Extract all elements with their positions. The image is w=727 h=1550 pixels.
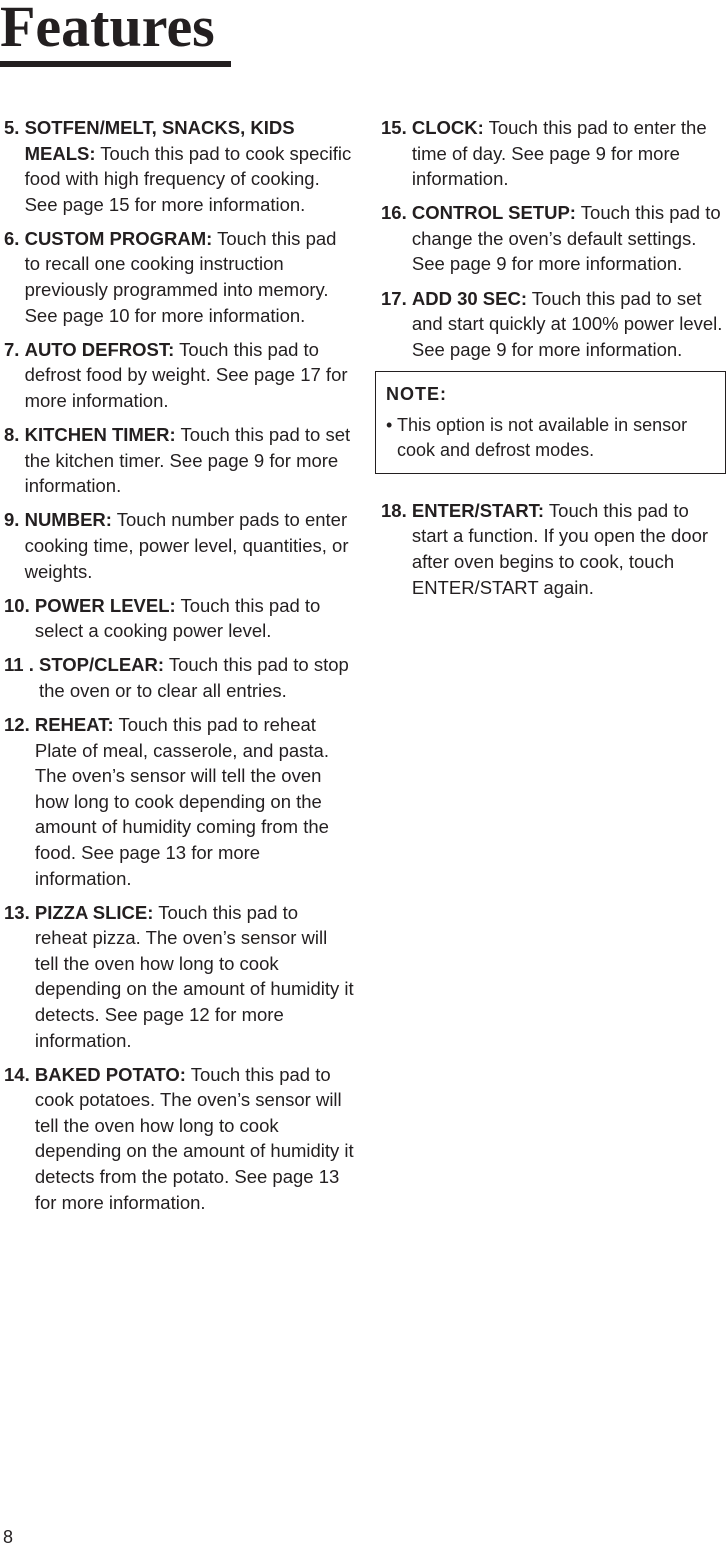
feature-item-7 bbox=[4, 337, 354, 414]
item-text: Touch this pad to enter the time of day. See page 9 for more information. bbox=[411, 117, 707, 190]
feature-item-18 bbox=[381, 498, 723, 600]
item-body bbox=[35, 1062, 354, 1216]
item-number: 17. bbox=[381, 287, 412, 309]
feature-item-14 bbox=[4, 1062, 354, 1216]
item-body bbox=[35, 593, 354, 644]
item-text: Touch this pad to start a function. If you open the door after oven begins to cook, touch ENTER/START again. bbox=[411, 499, 709, 598]
item-body bbox=[25, 226, 354, 328]
page-number: 8 bbox=[3, 1527, 14, 1547]
item-label: REHEAT: bbox=[34, 713, 114, 735]
feature-item-10 bbox=[4, 593, 354, 644]
item-number: 11 . bbox=[4, 654, 39, 676]
item-text: Touch this pad to recall one cooking instruction previously programmed into memory. See page 10 for more information. bbox=[24, 227, 337, 326]
item-body bbox=[412, 498, 723, 600]
item-label: ENTER/START: bbox=[411, 499, 545, 521]
item-label: CONTROL SETUP: bbox=[411, 202, 576, 224]
item-text: Touch this pad to set the kitchen timer. See page 9 for more information. bbox=[24, 424, 351, 497]
item-label: CLOCK: bbox=[411, 117, 484, 138]
item-number: 18. bbox=[381, 499, 412, 521]
item-body bbox=[25, 115, 354, 217]
item-number: 10. bbox=[4, 594, 35, 616]
note-title: NOTE: bbox=[386, 383, 447, 404]
item-text: Touch this pad to reheat Plate of meal, casserole, and pasta. The oven’s sensor will tell the oven how long to cook depending on the amount of humidity coming from the food. See page 13 for more information. bbox=[34, 713, 329, 889]
item-text: Touch this pad to defrost food by weight. See page 17 for more information. bbox=[24, 338, 348, 411]
item-number: 8. bbox=[4, 424, 25, 446]
feature-item-5 bbox=[4, 115, 354, 217]
item-body bbox=[35, 712, 354, 891]
item-label: PIZZA SLICE: bbox=[34, 901, 154, 923]
item-label: CUSTOM PROGRAM: bbox=[24, 227, 213, 249]
item-text: Touch this pad to change the oven’s default settings. See page 9 for more information. bbox=[411, 202, 721, 275]
item-number: 14. bbox=[4, 1063, 35, 1085]
left-column bbox=[4, 115, 354, 1224]
feature-item-12 bbox=[4, 712, 354, 891]
item-text: Touch this pad to cook specific food with high frequency of cooking. See page 15 for more information. bbox=[24, 142, 352, 215]
item-body bbox=[412, 286, 723, 363]
item-number: 12. bbox=[4, 713, 35, 735]
bullet-icon: • bbox=[386, 414, 393, 435]
feature-item-11 bbox=[4, 652, 354, 703]
right-column bbox=[381, 115, 723, 609]
feature-item-6 bbox=[4, 226, 354, 328]
item-text: Touch this pad to stop the oven or to clear all entries. bbox=[38, 654, 349, 701]
item-number: 7. bbox=[4, 338, 25, 360]
item-number: 13. bbox=[4, 901, 35, 923]
feature-item-8 bbox=[4, 422, 354, 499]
item-label: BAKED POTATO: bbox=[34, 1063, 186, 1085]
item-number: 16. bbox=[381, 202, 412, 224]
item-label: POWER LEVEL: bbox=[34, 594, 176, 616]
note-body: This option is not available in sensor cook and defrost modes. bbox=[397, 414, 688, 460]
item-body bbox=[25, 507, 354, 584]
item-text: Touch this pad to select a cooking power level. bbox=[34, 594, 321, 642]
item-body bbox=[25, 422, 354, 499]
item-body bbox=[412, 200, 723, 277]
item-body bbox=[412, 115, 723, 192]
item-text: Touch this pad to reheat pizza. The oven’s sensor will tell the oven how long to cook depending on the amount of humidity it detects. See page 12 for more information. bbox=[34, 901, 354, 1051]
item-number: 15. bbox=[381, 117, 412, 138]
title-underline bbox=[0, 61, 231, 67]
item-label: ADD 30 SEC: bbox=[411, 287, 527, 309]
item-number: 5. bbox=[4, 117, 25, 138]
feature-item-13 bbox=[4, 900, 354, 1054]
item-text: Touch number pads to enter cooking time, power level, quantities, or weights. bbox=[24, 509, 349, 582]
item-text: Touch this pad to cook potatoes. The oven’s sensor will tell the oven how long to cook depending on the amount of humidity it detects from the potato. See page 13 for more information. bbox=[34, 1063, 354, 1213]
feature-item-9 bbox=[4, 507, 354, 584]
item-label: STOP/CLEAR: bbox=[38, 654, 165, 676]
page-title: Features bbox=[0, 0, 215, 59]
feature-item-15 bbox=[381, 115, 723, 192]
item-label: SOTFEN/MELT, SNACKS, KIDS MEALS: bbox=[24, 117, 295, 164]
item-body bbox=[35, 900, 354, 1054]
feature-item-17 bbox=[381, 286, 723, 363]
note-text bbox=[386, 413, 717, 463]
item-label: NUMBER: bbox=[24, 509, 112, 531]
note-box bbox=[375, 371, 726, 474]
item-body bbox=[39, 652, 354, 703]
item-label: KITCHEN TIMER: bbox=[24, 424, 176, 446]
item-body bbox=[25, 337, 354, 414]
item-number: 6. bbox=[4, 227, 25, 249]
item-text: Touch this pad to set and start quickly at 100% power level. See page 9 for more information. bbox=[411, 287, 723, 360]
item-number: 9. bbox=[4, 509, 25, 531]
feature-item-16 bbox=[381, 200, 723, 277]
item-label: AUTO DEFROST: bbox=[24, 338, 175, 360]
